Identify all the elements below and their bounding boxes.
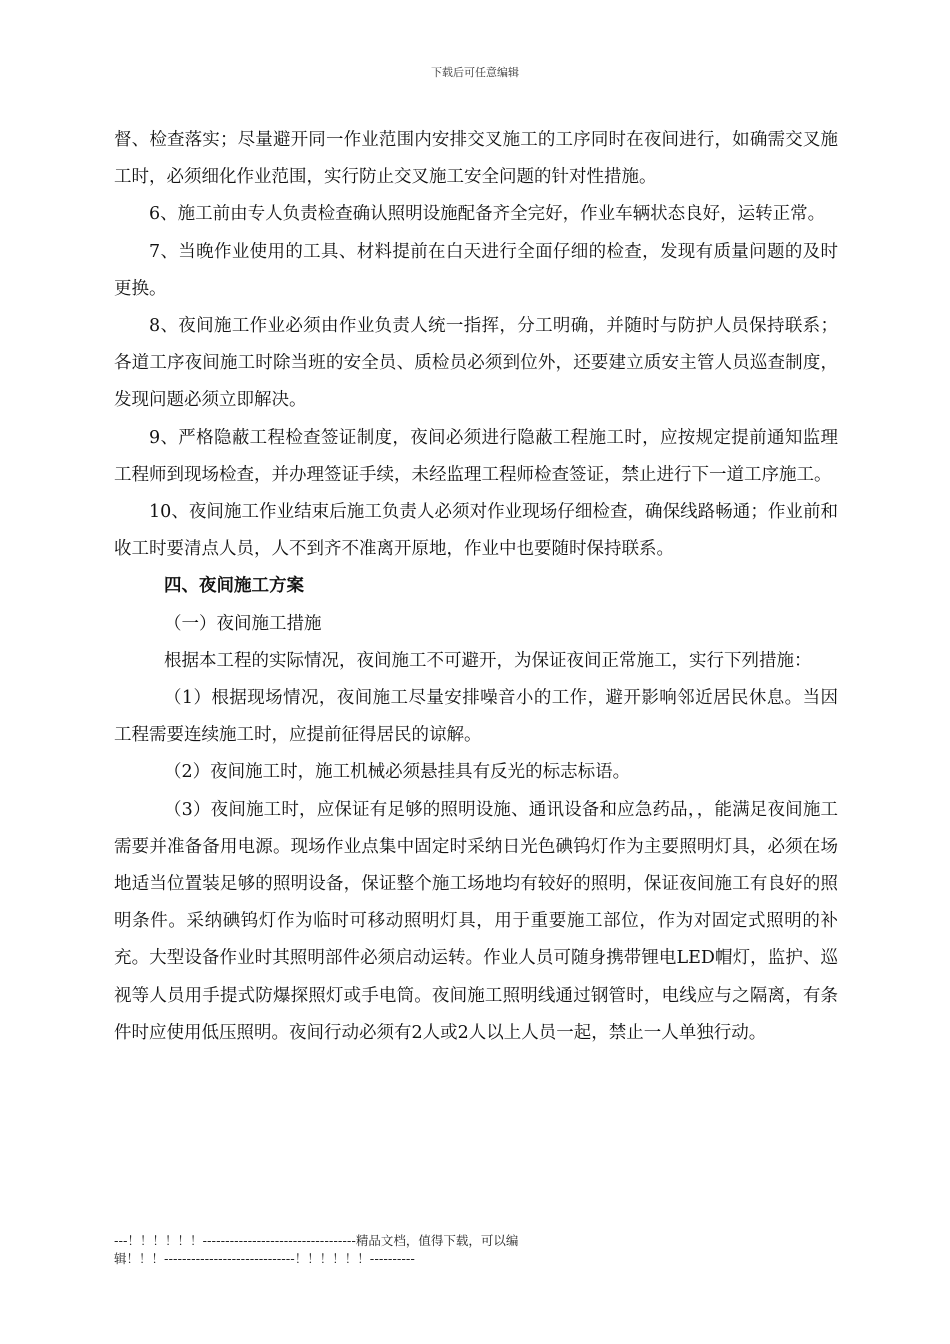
paragraph-measure-3: （3）夜间施工时，应保证有足够的照明设施、通讯设备和应急药品，，能满足夜间施工需要并准备备用电源。现场作业点集中固定时采纳日光色碘钨灯作为主要照明灯具，必须在场地适当位置装足够的照明设备，保证整个施工场地均有较好的照明，保证夜间施工有良好的照明条件。采纳碘钨灯作为临时可移动照明灯具，用于重要施工部位，作为对固定式照明的补充。大型设备作业时其照明部件必须启动运转。作业人员可随身携带锂电LED帽灯，监护、巡视等人员用手提式防爆探照灯或手电筒。夜间施工照明线通过钢管时，电线应与之隔离，有条件时应使用低压照明。夜间行动必须有2人或2人以上人员一起，禁止一人单独行动。 bbox=[114, 799, 838, 1043]
paragraph-intro: 根据本工程的实际情况，夜间施工不可避开，为保证夜间正常施工，实行下列措施： bbox=[164, 650, 812, 671]
paragraph-measure-2: （2）夜间施工时，施工机械必须悬挂具有反光的标志标语。 bbox=[164, 762, 631, 783]
footer-line-1: ---！！！！！！----------------------------------精品文档，值得下载，可以编 bbox=[114, 1233, 519, 1248]
paragraph-item-10: 10、夜间施工作业结束后施工负责人必须对作业现场仔细检查，确保线路畅通；作业前和收工时要清点人员，人不到齐不准离开原地，作业中也要随时保持联系。 bbox=[114, 502, 838, 560]
document-body bbox=[114, 122, 838, 1052]
footer-line-2: 辑！！！-----------------------------！！！！！！---------- bbox=[114, 1251, 415, 1266]
page-header: 下载后可任意编辑 bbox=[431, 66, 519, 79]
paragraph-measure-1: （1）根据现场情况，夜间施工尽量安排噪音小的工作，避开影响邻近居民休息。当因工程需要连续施工时，应提前征得居民的谅解。 bbox=[114, 688, 838, 746]
paragraph-continuation: 督、检查落实；尽量避开同一作业范围内安排交叉施工的工序同时在夜间进行，如确需交叉施工时，必须细化作业范围，实行防止交叉施工安全问题的针对性措施。 bbox=[114, 130, 838, 188]
section-heading: 四、夜间施工方案 bbox=[164, 576, 304, 597]
paragraph-item-7: 7、当晚作业使用的工具、材料提前在白天进行全面仔细的检查，发现有质量问题的及时更换。 bbox=[114, 241, 838, 299]
paragraph-item-9: 9、严格隐蔽工程检查签证制度，夜间必须进行隐蔽工程施工时，应按规定提前通知监理工程师到现场检查，并办理签证手续，未经监理工程师检查签证，禁止进行下一道工序施工。 bbox=[114, 427, 838, 485]
subsection-heading: （一）夜间施工措施 bbox=[164, 613, 322, 634]
paragraph-item-8: 8、夜间施工作业必须由作业负责人统一指挥，分工明确，并随时与防护人员保持联系；各道工序夜间施工时除当班的安全员、质检员必须到位外，还要建立质安主管人员巡查制度，发现问题必须立即解决。 bbox=[114, 316, 838, 411]
paragraph-item-6: 6、施工前由专人负责检查确认照明设施配备齐全完好，作业车辆状态良好，运转正常。 bbox=[149, 204, 826, 225]
page-footer bbox=[114, 1232, 574, 1268]
